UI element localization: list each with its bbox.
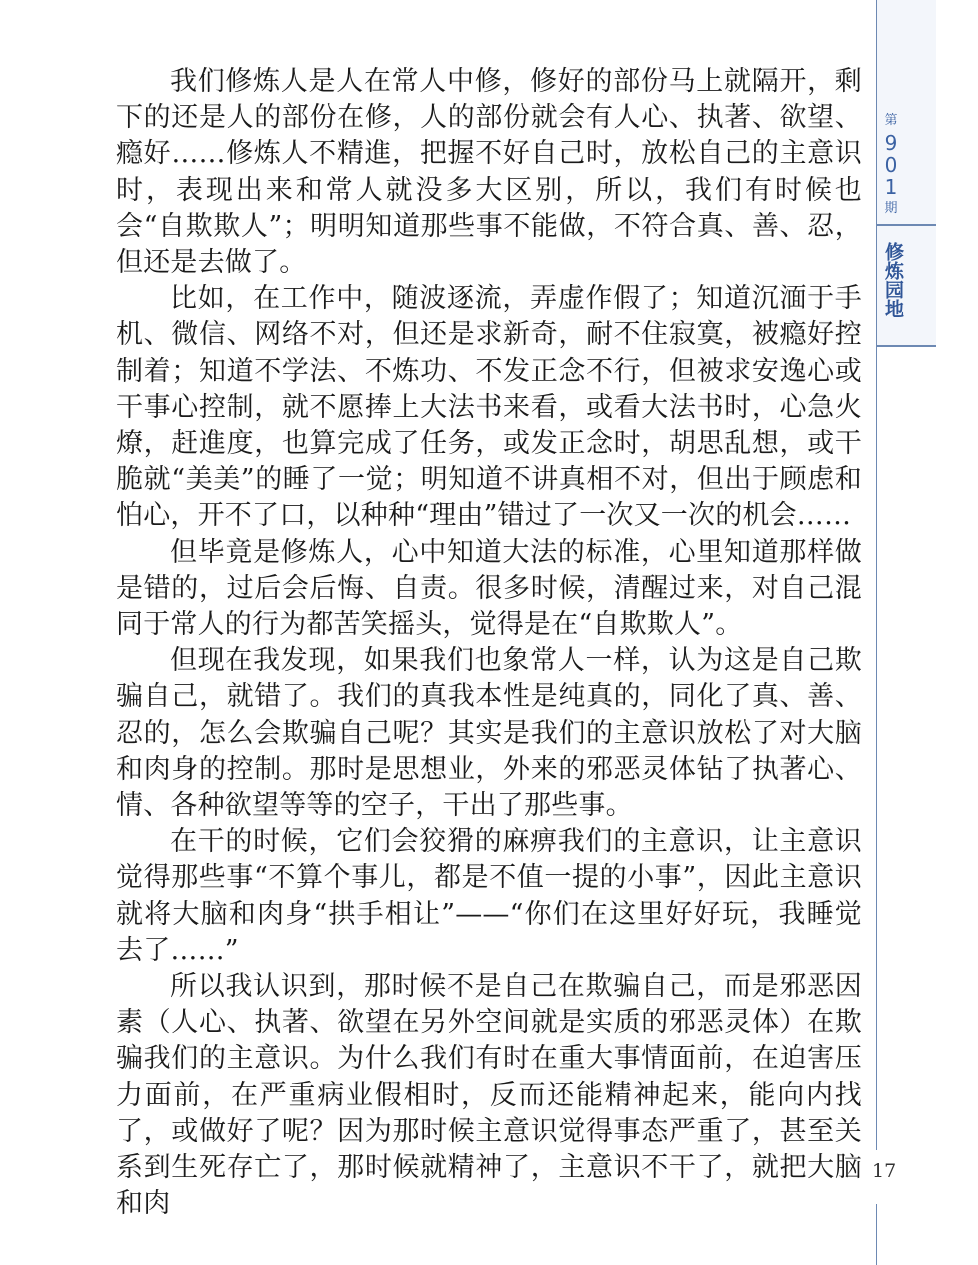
issue-suffix: 期 [884,201,898,216]
paragraph: 但毕竟是修炼人，心中知道大法的标准，心里知道那样做是错的，过后会后悔、自责。很多时候，清醒过来，对自己混同于常人的行为都苦笑摇头，觉得是在“自欺欺人”。 [116,536,862,641]
paragraph: 在干的时候，它们会狡猾的麻痹我们的主意识，让主意识觉得那些事“不算个事儿，都是不值一提的小事”，因此主意识就将大脑和肉身“拱手相让”——“你们在这里好好玩，我睡觉去了……” [116,826,862,966]
issue-digit: 1 [884,175,898,199]
issue-label [876,110,906,220]
section-title: 修炼园地 [882,242,904,318]
sidebar-separator [876,224,936,226]
page-number: 17 [872,1160,897,1182]
article-body [116,64,862,1223]
issue-prefix: 第 [884,113,898,128]
issue-digit: 0 [884,153,898,177]
paragraph: 我们修炼人是人在常人中修，修好的部份马上就隔开，剩下的还是人的部份在修，人的部份就会有人心、执著、欲望、瘾好……修炼人不精進，把握不好自己时，放松自己的主意识时，表现出来和常人就没多大区别，所以，我们有时候也会“自欺欺人”；明明知道那些事不能做，不符合真、善、忍，但还是去做了。 [116,66,862,279]
paragraph: 但现在我发现，如果我们也象常人一样，认为这是自己欺骗自己，就错了。我们的真我本性是纯真的，同化了真、善、忍的，怎么会欺骗自己呢？其实是我们的主意识放松了对大脑和肉身的控制。那时是思想业，外来的邪恶灵体钻了执著心、情、各种欲望等等的空子，干出了那些事。 [116,645,862,822]
issue-digit: 9 [884,131,898,155]
sidebar-divider-bottom [876,1204,877,1265]
sidebar-bottom-rule [876,345,936,347]
paragraph: 所以我认识到，那时候不是自己在欺骗自己，而是邪恶因素（人心、执著、欲望在另外空间就是实质的邪恶灵体）在欺骗我们的主意识。为什么我们有时在重大事情面前，在迫害压力面前，在严重病业假相时，反而还能精神起来，能向内找了，或做好了呢？因为那时候主意识觉得事态严重了，甚至关系到生死存亡了，那时候就精神了，主意识不干了，就把大脑和肉 [116,971,862,1220]
paragraph: 比如，在工作中，随波逐流，弄虚作假了；知道沉湎于手机、微信、网络不对，但还是求新奇，耐不住寂寞，被瘾好控制着；知道不学法、不炼功、不发正念不行，但被求安逸心或干事心控制，就不愿捧上大法书来看，或看大法书时，心急火燎，赶進度，也算完成了任务，或发正念时，胡思乱想，或干脆就“美美”的睡了一觉；明知道不讲真相不对，但出于顾虑和怕心，开不了口，以种种“理由”错过了一次又一次的机会…… [116,283,862,532]
